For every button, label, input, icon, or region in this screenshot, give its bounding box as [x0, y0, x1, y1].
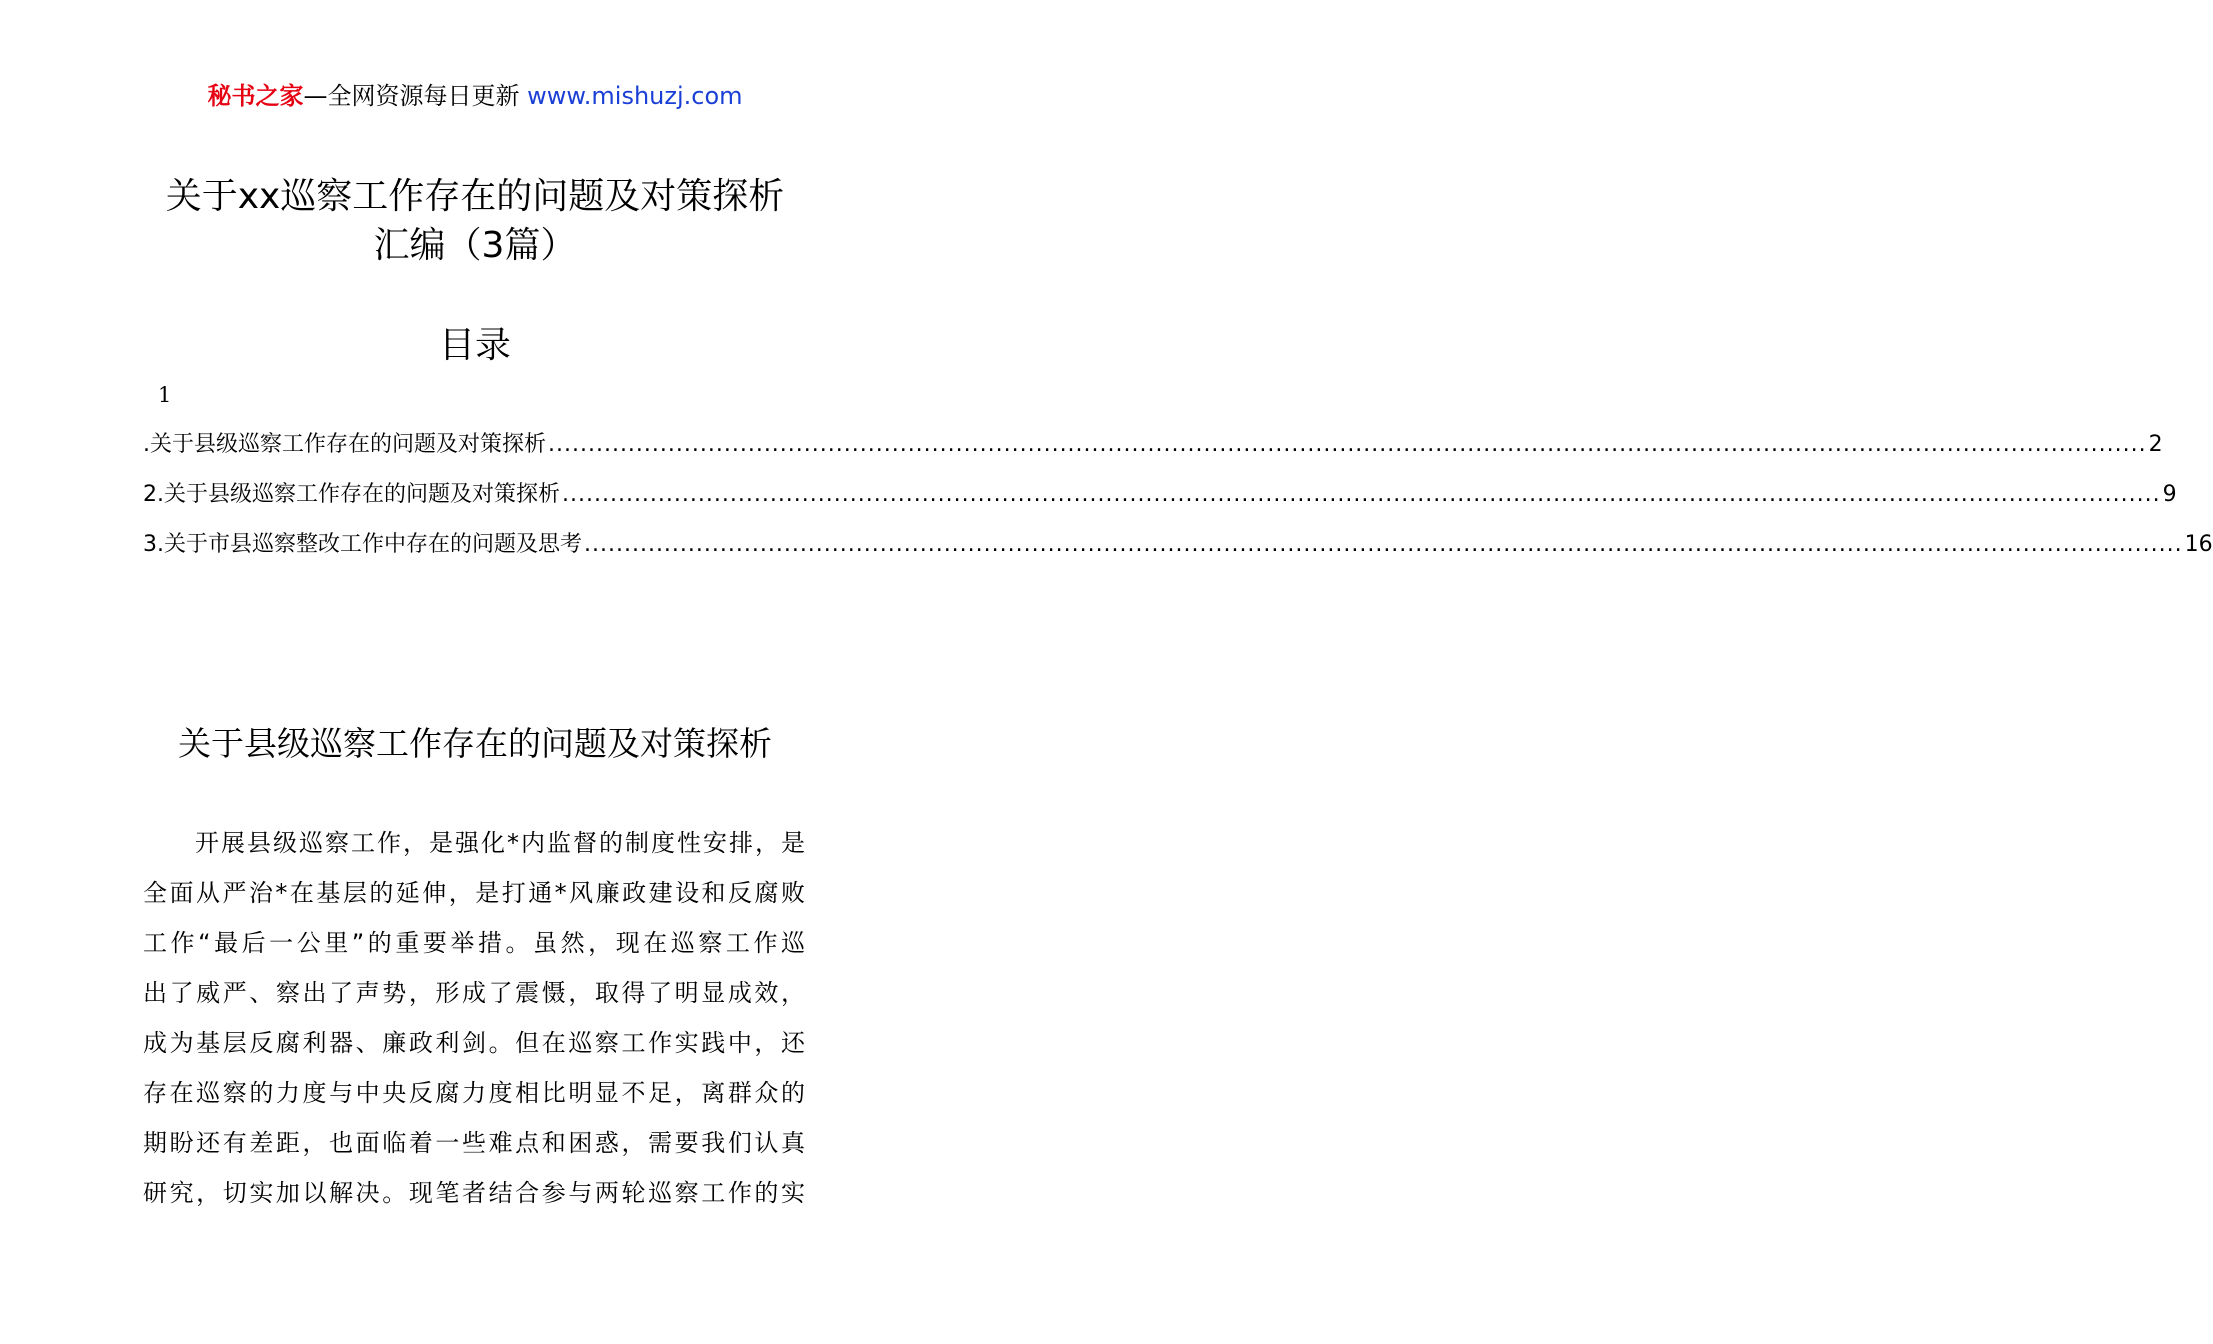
document-title-line-2: 汇编（3篇） — [373, 225, 577, 266]
toc-first-number: 1 — [158, 383, 172, 407]
site-url-link[interactable]: www.mishuzj.com — [527, 82, 743, 110]
body-text-line: 全面从严治*在基层的延伸，是打通*风廉政建设和反腐败 — [143, 879, 805, 907]
body-text-line: 研究，切实加以解决。现笔者结合参与两轮巡察工作的实 — [143, 1179, 805, 1207]
body-text-line: 工作“最后一公里”的重要举措。虽然，现在巡察工作巡 — [143, 929, 805, 957]
toc-leader-dots: ........................................................................................................................................................................................................ — [562, 482, 2161, 507]
document-title-line-1: 关于xx巡察工作存在的问题及对策探析 — [165, 176, 785, 217]
toc-entry-text: 2.关于县级巡察工作存在的问题及对策探析 — [143, 482, 560, 507]
site-brand: 秘书之家 — [207, 82, 304, 110]
toc-entry[interactable] — [143, 528, 2213, 562]
site-header — [0, 80, 950, 112]
body-text-line: 期盼还有差距，也面临着一些难点和困惑，需要我们认真 — [143, 1129, 805, 1157]
toc-entry-page: 16 — [2184, 532, 2213, 557]
body-text-line: 成为基层反腐利器、廉政利剑。但在巡察工作实践中，还 — [143, 1029, 805, 1057]
toc-entry-text: .关于县级巡察工作存在的问题及对策探析 — [143, 432, 546, 457]
body-text-line: 存在巡察的力度与中央反腐力度相比明显不足，离群众的 — [143, 1079, 805, 1107]
toc-entry[interactable] — [143, 478, 2177, 512]
toc-entry[interactable] — [143, 428, 2163, 462]
toc-leader-dots: ........................................................................................................................................................................................................ — [548, 432, 2147, 457]
toc-entry-page: 2 — [2148, 432, 2163, 457]
site-slogan: —全网资源每日更新 — [303, 82, 528, 110]
section-title: 关于县级巡察工作存在的问题及对策探析 — [178, 724, 772, 763]
toc-entry-page: 9 — [2162, 482, 2177, 507]
body-text-line: 出了威严、察出了声势，形成了震慑，取得了明显成效， — [143, 979, 805, 1007]
toc-leader-dots: ........................................................................................................................................................................................................ — [584, 532, 2183, 557]
toc-heading: 目录 — [438, 325, 511, 366]
toc-entry-text: 3.关于市县巡察整改工作中存在的问题及思考 — [143, 532, 582, 557]
body-text-line: 开展县级巡察工作，是强化*内监督的制度性安排，是 — [195, 829, 805, 857]
